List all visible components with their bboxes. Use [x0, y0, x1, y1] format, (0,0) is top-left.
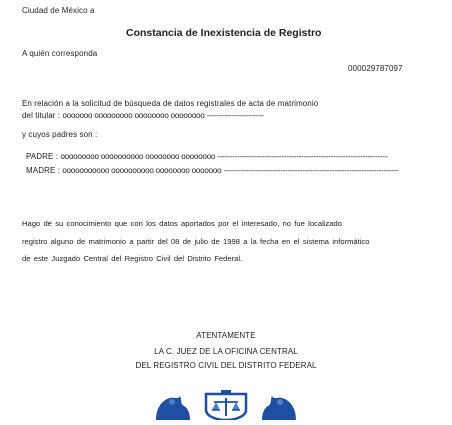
notice-line-1: Hago de su conocimiento que con los datos aportados por el interesado, no fue localizado	[22, 219, 342, 228]
closing-atentamente: ATENTAMENTE	[196, 331, 256, 340]
seal-graphic	[150, 388, 302, 420]
signature-line-2: DEL REGISTRO CIVIL DEL DISTRITO FEDERAL	[135, 361, 317, 370]
salutation: A quién corresponda	[22, 49, 98, 58]
notice-line-2: registro alguno de matrimonio a partir del 08 de julio de 1998 a la fecha en el sistema informático	[22, 237, 370, 246]
parents-intro: y cuyos padres son :	[22, 130, 98, 139]
notice-line-3: de este Juzgado Central del Registro Civil del Distrito Federal.	[22, 254, 243, 263]
civil-registry-seal	[150, 388, 302, 420]
padre-label: PADRE :	[26, 152, 59, 161]
folio-number: 000029787097	[348, 64, 403, 73]
padre-value: ooooooooo oooooooooo oooooooo oooooooo ---------------------------------------------------------------------	[60, 152, 388, 161]
titular-label: del titular :	[22, 111, 61, 120]
titular-value: ooooooo ooooooooo oooooooo oooooooo -----------------------	[62, 111, 264, 120]
document-title: Constancia de Inexistencia de Registro	[126, 27, 322, 39]
madre-line	[26, 166, 398, 175]
madre-value: ooooooooooo oooooooooo oooooooo ooooooo -----------------------------------------------------------------------	[62, 166, 399, 175]
titular-line	[22, 111, 263, 120]
madre-label: MADRE :	[26, 166, 61, 175]
request-line-1: En relación a la solicitud de búsqueda de datos registrales de acta de matrimonio	[22, 99, 319, 108]
padre-line	[26, 152, 387, 161]
signature-line-1: LA C. JUEZ DE LA OFICINA CENTRAL	[154, 347, 298, 356]
city-date-line: Ciudad de México a	[22, 6, 95, 15]
